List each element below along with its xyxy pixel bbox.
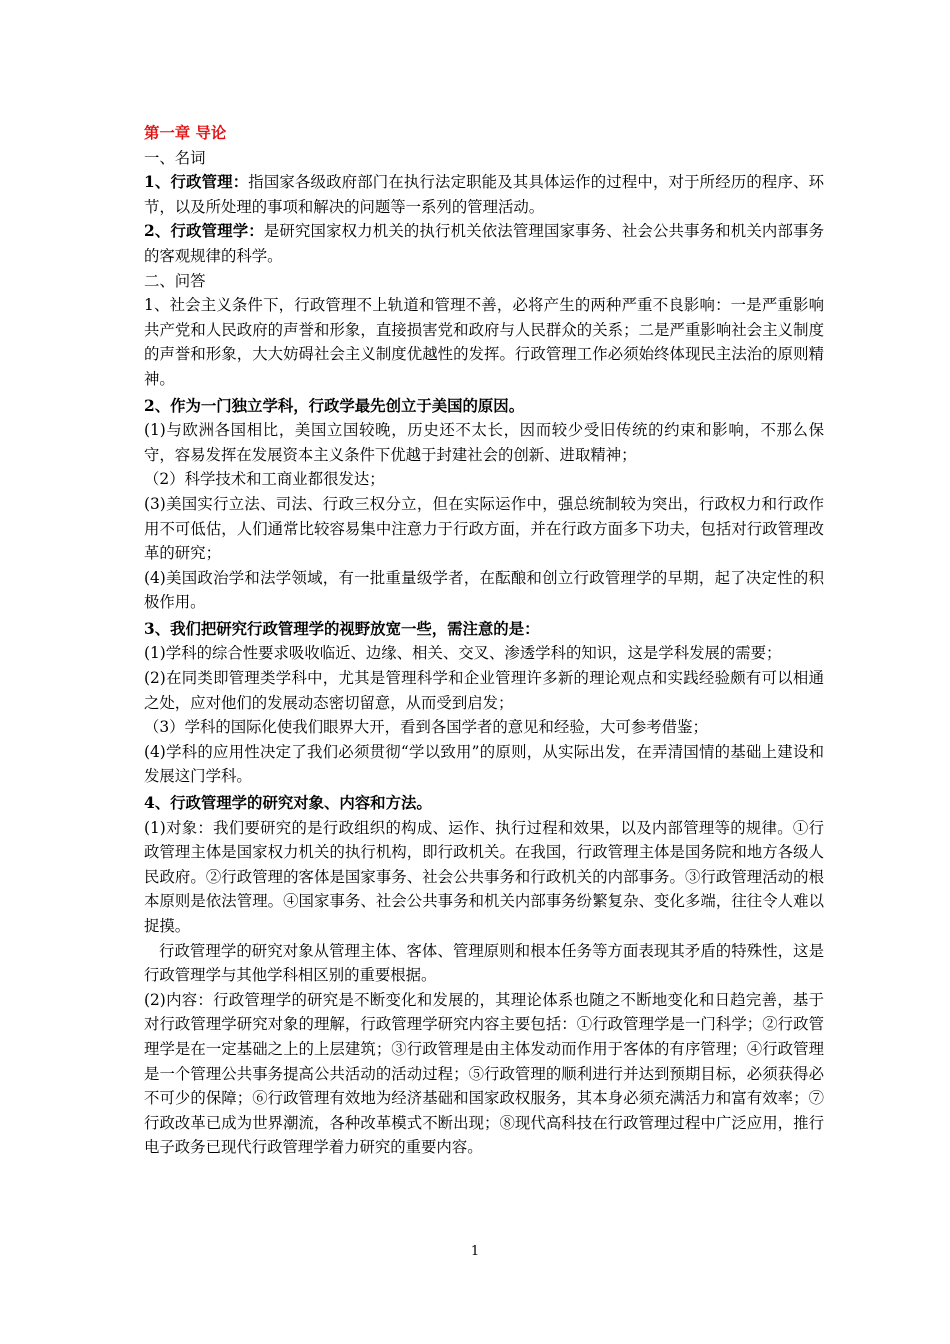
qa-4-point-1-note: 行政管理学的研究对象从管理主体、客体、管理原则和根本任务等方面表现其矛盾的特殊性，这是行政管理学与其他学科相区别的重要根据。 [144,941,824,985]
term-1-definition: 指国家各级政府部门在执行法定职能及其具体运作的过程中，对于所经历的程序、环节，以及所处理的事项和解决的问题等一系列的管理活动。 [144,173,824,216]
page-number: 1 [470,1244,480,1259]
qa-2-point-4: (4)美国政治学和法学领域，有一批重量级学者，在酝酿和创立行政管理学的早期，起了决定性的积极作用。 [144,568,824,612]
qa-3-point-1: (1)学科的综合性要求吸收临近、边缘、相关、交叉、渗透学科的知识，这是学科发展的需要； [144,644,782,663]
term-1-label: 1、行政管理： [144,173,249,192]
qa-2-point-2: （2）科学技术和工商业都很发达； [144,470,385,489]
qa-4-point-1: (1)对象：我们要研究的是行政组织的构成、运作、执行过程和效果，以及内部管理等的规律。①行政管理主体是国家权力机关的执行机构，即行政机关。在我国，行政管理主体是国务院和地方各级人民政府。②行政管理的客体是国家事务、社会公共事务和行政机关的内部事务。③行政管理活动的根本原则是依法管理。④国家事务、社会公共事务和机关内部事务纷繁复杂、变化多端，往往令人难以捉摸。 [144,818,824,935]
qa-3-point-2: (2)在同类即管理类学科中，尤其是管理科学和企业管理许多新的理论观点和实践经验颇有可以相通之处，应对他们的发展动态密切留意，从而受到启发； [144,669,824,712]
qa-4-point-2: (2)内容：行政管理学的研究是不断变化和发展的，其理论体系也随之不断地变化和日趋完善，基于对行政管理学研究对象的理解，行政管理学研究内容主要包括：①行政管理学是一门科学；②行政管理学是在一定基础之上的上层建筑；③行政管理是由主体发动而作用于客体的有序管理；④行政管理是一个管理公共事务提高公共活动的活动过程；⑤行政管理的顺利进行并达到预期目标，必须获得必不可少的保障；⑥行政管理有效地为经济基础和国家政权服务，其本身必须充满活力和富有效率；⑦行政改革已成为世界潮流，各种改革模式不断出现；⑧现代高科技在行政管理过程中广泛应用，推行电子政务已现代行政管理学着力研究的重要内容。 [144,990,824,1157]
term-2 [144,219,824,268]
qa-2-point-3: (3)美国实行立法、司法、行政三权分立，但在实际运作中，强总统制较为突出，行政权力和行政作用不可低估，人们通常比较容易集中注意力于行政方面，并在行政方面多下功夫，包括对行政管理改革的研究； [144,494,824,563]
section-heading-qa: 二、问答 [144,271,206,290]
qa-1: 1、社会主义条件下，行政管理不上轨道和管理不善，必将产生的两种严重不良影响：一是严重影响共产党和人民政府的声誉和形象，直接损害党和政府与人民群众的关系；二是严重影响社会主义制度的声誉和形象，大大妨碍社会主义制度优越性的发挥。行政管理工作必须始终体现民主法治的原则精神。 [144,296,824,388]
chapter-title: 第一章 导论 [144,124,227,142]
qa-4-title: 4、行政管理学的研究对象、内容和方法。 [144,794,432,813]
qa-2-point-1: (1)与欧洲各国相比，美国立国较晚，历史还不太长，因而较少受旧传统的约束和影响，不那么保守，容易发挥在发展资本主义条件下优越于封建社会的创新、进取精神； [144,421,824,464]
qa-3-point-4: (4)学科的应用性决定了我们必须贯彻“学以致用”的原则，从实际出发，在弄清国情的基础上建设和发展这门学科。 [144,742,824,786]
qa-3-title: 3、我们把研究行政管理学的视野放宽一些，需注意的是： [144,619,540,638]
section-heading-terms: 一、名词 [144,148,206,167]
document-body [144,121,824,1160]
qa-3-point-3: （3）学科的国际化使我们眼界大开，看到各国学者的意见和经验，大可参考借鉴； [144,718,708,737]
term-2-definition: 是研究国家权力机关的执行机关依法管理国家事务、社会公共事务和机关内部事务的客观规律的科学。 [144,222,824,265]
term-1 [144,170,824,219]
qa-2-title: 2、作为一门独立学科，行政学最先创立于美国的原因。 [144,396,525,415]
term-2-label: 2、行政管理学： [144,222,264,241]
